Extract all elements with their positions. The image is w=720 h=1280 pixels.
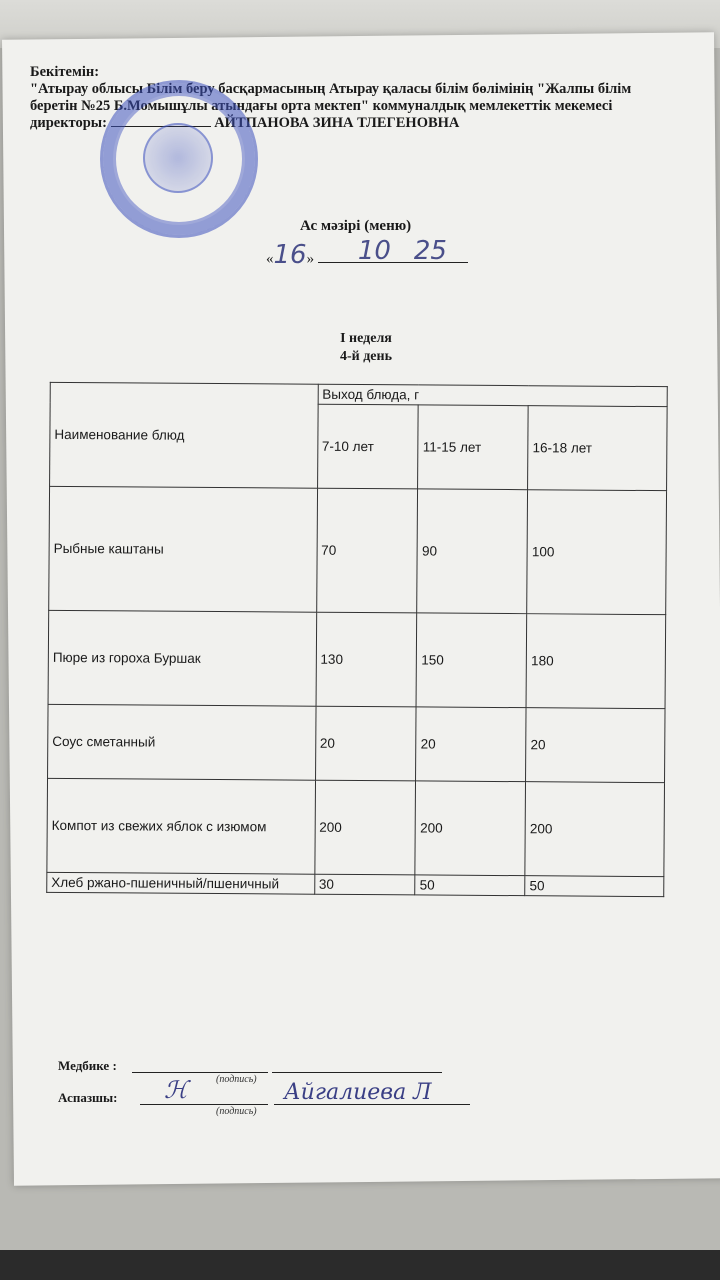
portion-value: 90 [417,489,528,614]
portion-value: 20 [526,708,665,783]
portion-value: 70 [316,488,418,613]
cook-label: Аспазшы: [58,1090,118,1105]
column-header-portion: Выход блюда, г [318,384,668,406]
signature-caption: (подпись) [216,1074,257,1085]
date-day: 16 [273,240,307,270]
date-year: 25 [413,236,447,266]
portion-value: 130 [316,612,417,707]
cook-signature-scribble: ℋ [164,1076,188,1104]
dish-name: Соус сметанный [48,704,316,780]
portion-value: 100 [527,490,667,615]
week-label: I неделя [340,331,392,346]
portion-value: 180 [526,614,665,709]
signature-caption: (подпись) [216,1106,257,1117]
menu-table [46,382,668,897]
table-row [49,486,667,614]
organization-line-2: беретін №25 Б.Момышұлы атындағы орта мектеп" коммуналдық мемлекеттік мекемесі [30,98,613,114]
organization-line-1: "Атырау облысы Білім беру басқармасының Атырау қаласы білім бөлімінің "Жалпы білім [30,81,632,97]
director-name: АЙТПАНОВА ЗИНА ТЛЕГЕНОВНА [214,115,460,131]
seal-emblem-icon [143,123,213,193]
dish-name: Компот из свежих яблок с изюмом [47,778,315,874]
column-header-dish: Наименование блюд [50,382,318,488]
portion-value: 50 [525,876,664,897]
portion-value: 200 [314,780,415,875]
portion-value: 20 [315,706,416,781]
director-label: директоры: [30,115,107,131]
dish-name: Рыбные каштаны [49,486,317,612]
portion-value: 200 [415,781,525,876]
dish-name: Пюре из гороха Буршак [48,610,316,706]
approve-label: Бекітемін: [30,64,100,80]
table-row [48,704,666,782]
week-day-heading [340,330,392,366]
portion-value: 200 [525,782,664,877]
nurse-name-line [272,1072,442,1073]
nurse-label: Медбике : [58,1058,117,1073]
background-bottom [0,1250,720,1280]
cook-handwritten-name: Айгалиева Л [284,1080,432,1105]
age-group-header: 7-10 лет [317,404,418,489]
portion-value: 50 [415,875,525,896]
date-month: 10 [357,236,391,266]
cook-signature-line [140,1104,268,1105]
table-row [47,872,664,896]
nurse-signature-line [132,1072,268,1073]
age-group-header: 16-18 лет [528,406,667,491]
portion-value: 30 [314,874,415,895]
table-row [47,778,665,876]
date-line: «16» 10 25 [266,240,468,270]
age-group-header: 11-15 лет [418,405,528,490]
table-row [48,610,666,708]
official-seal-stamp [100,80,258,238]
dish-name: Хлеб ржано-пшеничный/пшеничный [47,872,315,894]
menu-title: Ас мәзірі (меню) [300,218,412,234]
day-label: 4-й день [340,349,392,364]
portion-value: 20 [416,707,526,782]
portion-value: 150 [416,613,526,708]
